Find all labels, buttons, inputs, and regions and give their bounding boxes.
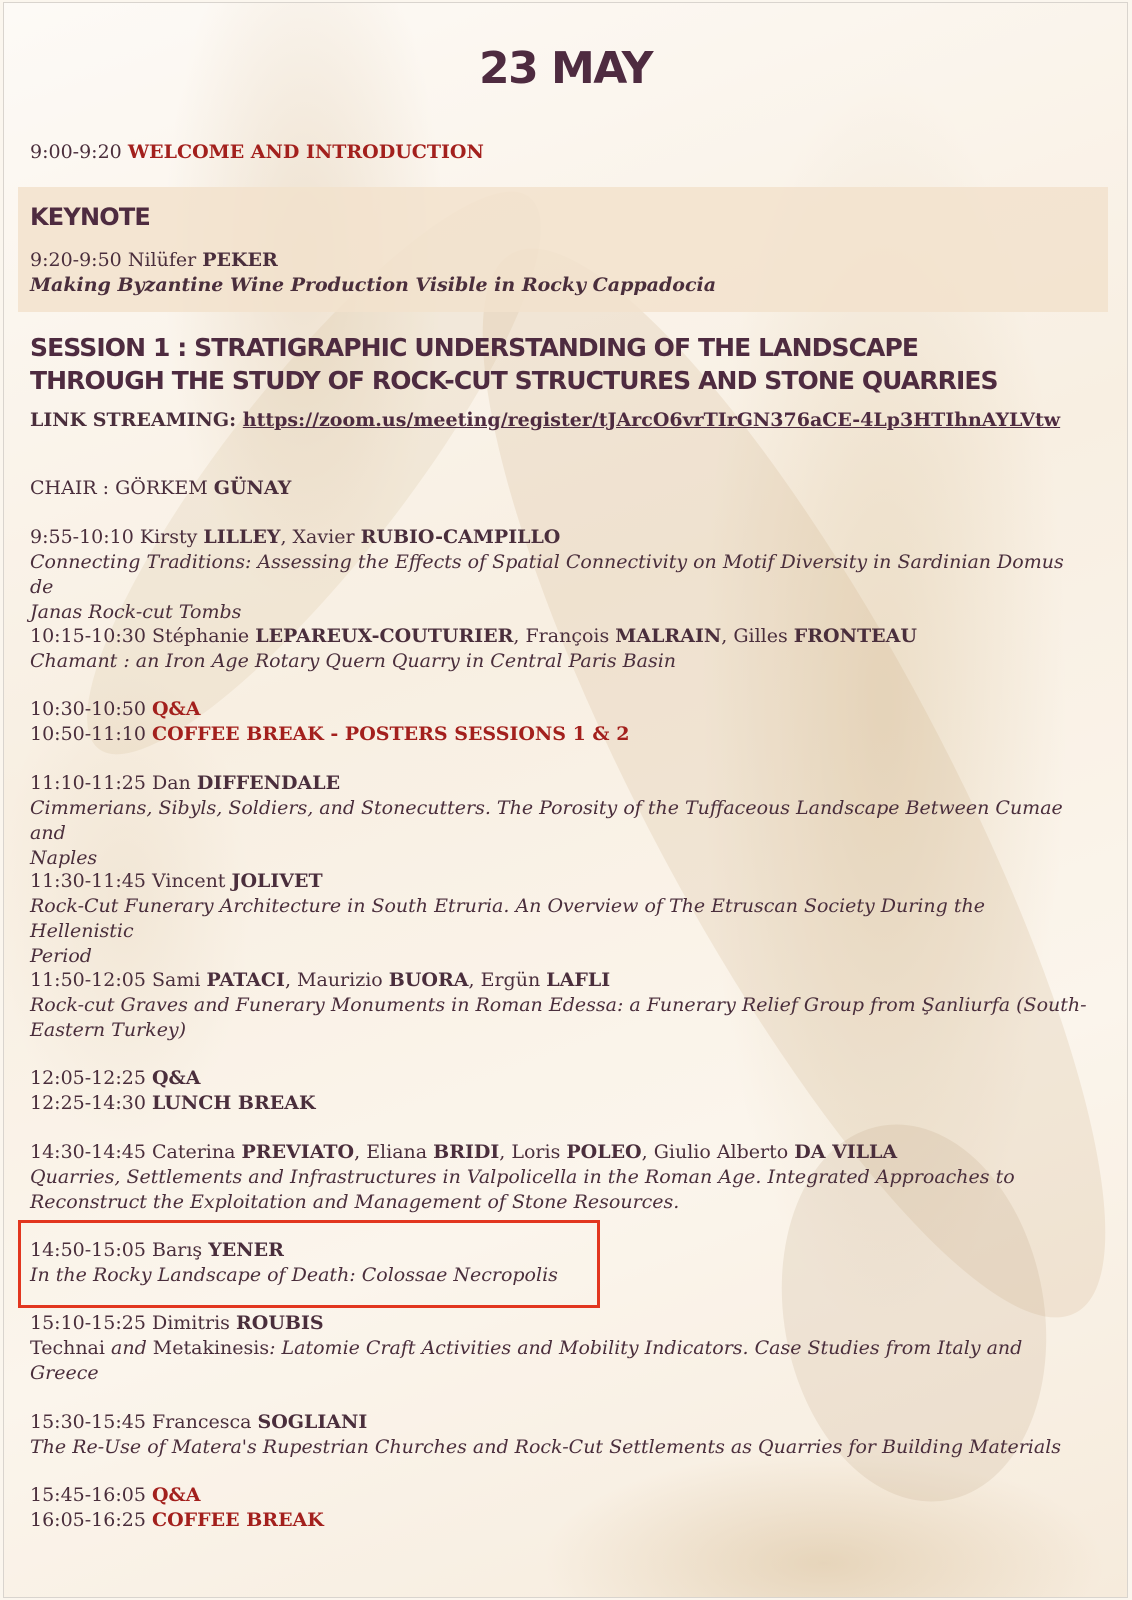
talk-title: Chamant : an Iron Age Rotary Quern Quarry in Central Paris Basin	[30, 650, 677, 672]
speaker-first: Dimitris	[151, 1312, 230, 1334]
time: 9:55-10:10	[30, 526, 134, 548]
talk-title: Connecting Traditions: Assessing the Effects of Spatial Connectivity on Motif Diversity in Sardinian Domus de	[30, 551, 1064, 598]
keynote-speaker-row	[30, 248, 278, 273]
chair-last: GÜNAY	[213, 477, 292, 499]
time: 15:10-15:25	[30, 1312, 146, 1334]
talk-entry	[30, 1311, 1090, 1386]
talk-entry	[30, 968, 1090, 1043]
speaker-first: Nilüfer	[127, 249, 197, 271]
time: 15:45-16:05	[30, 1484, 146, 1506]
streaming-link-row	[30, 408, 1060, 433]
qa-label: Q&A	[151, 1484, 201, 1506]
speaker-last: BUORA	[388, 969, 469, 991]
speaker-last: MALRAIN	[615, 625, 722, 647]
coffee-break-label: COFFEE BREAK	[151, 1509, 324, 1531]
qa-label: Q&A	[151, 698, 201, 720]
session-heading-line: SESSION 1 : STRATIGRAPHIC UNDERSTANDING OF THE LANDSCAPE	[30, 333, 919, 362]
qa-row	[30, 1066, 200, 1091]
session-heading-line: THROUGH THE STUDY OF ROCK-CUT STRUCTURES AND STONE QUARRIES	[30, 366, 998, 395]
keynote-heading: KEYNOTE	[30, 203, 151, 231]
talk-title: Quarries, Settlements and Infrastructures in Valpolicella in the Roman Age. Integrated Approaches to	[30, 1166, 1015, 1188]
lunch-break-row	[30, 1091, 316, 1116]
time: 14:50-15:05	[30, 1239, 146, 1261]
talk-title: Eastern Turkey)	[30, 1019, 187, 1041]
speaker-first: Ergün	[480, 969, 541, 991]
talk-entry-highlighted	[30, 1238, 1090, 1288]
speaker-first: Barış	[151, 1239, 203, 1261]
coffee-break-row	[30, 722, 629, 747]
qa-label: Q&A	[151, 1067, 201, 1089]
welcome-row	[30, 140, 484, 165]
speaker-last: PEKER	[202, 249, 278, 271]
speaker-last: LILLEY	[203, 526, 281, 548]
talk-entry	[30, 1410, 1090, 1460]
welcome-label: WELCOME AND INTRODUCTION	[127, 141, 484, 163]
talk-entry	[30, 771, 1090, 871]
speaker-first: Gilles	[733, 625, 788, 647]
talk-speakers	[30, 1410, 1090, 1435]
talk-speakers	[30, 1311, 1090, 1336]
speaker-last: POLEO	[566, 1141, 642, 1163]
time: 14:30-14:45	[30, 1141, 146, 1163]
talk-title: Naples	[30, 847, 98, 869]
time: 10:15-10:30	[30, 625, 146, 647]
qa-row	[30, 697, 200, 722]
speaker-first: Stéphanie	[151, 625, 250, 647]
time: 11:30-11:45	[30, 870, 146, 892]
speaker-last: JOLIVET	[231, 870, 323, 892]
session-heading	[30, 331, 1090, 397]
talk-title: Period	[30, 945, 92, 967]
talk-speakers	[30, 869, 1090, 894]
time: 12:25-14:30	[30, 1092, 146, 1114]
speaker-first: Francesca	[151, 1411, 252, 1433]
talk-speakers: 14:30-14:45 Caterina PREVIATO, Eliana BRIDI, Loris POLEO, Giulio Alberto DA VILLA	[30, 1141, 898, 1163]
chair-row	[30, 476, 291, 501]
speaker-last: LAFLI	[546, 969, 611, 991]
coffee-break-label: COFFEE BREAK - POSTERS SESSIONS 1 & 2	[151, 723, 630, 745]
speaker-first: Sami	[151, 969, 201, 991]
time: 12:05-12:25	[30, 1067, 146, 1089]
chair-label: CHAIR : GÖRKEM	[30, 477, 208, 499]
coffee-break-row	[30, 1508, 324, 1533]
keynote-talk-title: Making Byzantine Wine Production Visible in Rocky Cappadocia	[30, 274, 717, 296]
speaker-last: RUBIO-CAMPILLO	[360, 526, 561, 548]
speaker-last: FRONTEAU	[793, 625, 917, 647]
speaker-first: Giulio Alberto	[653, 1141, 789, 1163]
qa-row	[30, 1483, 200, 1508]
term: Metakinesis	[152, 1337, 270, 1359]
time: 11:10-11:25	[30, 772, 146, 794]
talk-speakers: 11:50-12:05 Sami PATACI, Maurizio BUORA, Ergün LAFLI	[30, 969, 611, 991]
speaker-last: BRIDI	[433, 1141, 500, 1163]
talk-entry	[30, 525, 1090, 625]
time: 9:00-9:20	[30, 141, 122, 163]
link-label: LINK STREAMING:	[30, 409, 237, 431]
program-page	[3, 2, 1128, 1598]
lunch-break-label: LUNCH BREAK	[151, 1092, 316, 1114]
streaming-link[interactable]: https://zoom.us/meeting/register/tJArcO6vrTIrGN376aCE-4Lp3HTIhnAYLVtw	[242, 409, 1061, 431]
time: 16:05-16:25	[30, 1509, 146, 1531]
talk-speakers	[30, 771, 1090, 796]
talk-entry	[30, 1140, 1090, 1215]
talk-speakers	[30, 525, 1090, 550]
speaker-last: DA VILLA	[794, 1141, 898, 1163]
speaker-first: Kirsty	[139, 526, 198, 548]
talk-title: The Re-Use of Matera's Rupestrian Churches and Rock-Cut Settlements as Quarries for Building Materials	[30, 1436, 1062, 1458]
speaker-first: Vincent	[151, 870, 226, 892]
time: 10:50-11:10	[30, 723, 146, 745]
separator: ,	[280, 526, 287, 548]
speaker-first: François	[525, 625, 610, 647]
speaker-first: Caterina	[151, 1141, 236, 1163]
talk-title-rest: : Latomie Craft Activities and Mobility Indicators. Case Studies from Italy and	[269, 1337, 1023, 1359]
speaker-last: LEPAREUX-COUTURIER	[255, 625, 514, 647]
speaker-last: DIFFENDALE	[196, 772, 341, 794]
speaker-first: Eliana	[366, 1141, 428, 1163]
speaker-last: PATACI	[206, 969, 285, 991]
speaker-last: PREVIATO	[241, 1141, 355, 1163]
talk-title: Reconstruct the Exploitation and Management of Stone Resources.	[30, 1191, 680, 1213]
speaker-last: YENER	[208, 1239, 284, 1261]
talk-title: Janas Rock-cut Tombs	[30, 601, 242, 623]
talk-title: Rock-Cut Funerary Architecture in South Etruria. An Overview of The Etruscan Society During the Hellenistic	[30, 895, 985, 942]
talk-title: In the Rocky Landscape of Death: Colossae Necropolis	[30, 1264, 558, 1286]
time: 11:50-12:05	[30, 969, 146, 991]
speaker-first: Maurizio	[297, 969, 383, 991]
term: Technai	[30, 1337, 105, 1359]
talk-title	[30, 1336, 1090, 1361]
page-title: 23 MAY	[478, 43, 653, 94]
talk-speakers: 10:15-10:30 Stéphanie LEPAREUX-COUTURIER, François MALRAIN, Gilles FRONTEAU	[30, 625, 917, 647]
talk-title: Cimmerians, Sibyls, Soldiers, and Stonecutters. The Porosity of the Tuffaceous Landscape Between Cumae and	[30, 797, 1063, 844]
speaker-first: Xavier	[292, 526, 355, 548]
time: 9:20-9:50	[30, 249, 122, 271]
speaker-last: ROUBIS	[235, 1312, 324, 1334]
time: 10:30-10:50	[30, 698, 146, 720]
speaker-first: Loris	[511, 1141, 561, 1163]
time: 15:30-15:45	[30, 1411, 146, 1433]
talk-entry	[30, 624, 1090, 674]
talk-title: Greece	[30, 1362, 99, 1384]
speaker-first: Dan	[151, 772, 191, 794]
talk-speakers	[30, 1238, 1090, 1263]
talk-title: Rock-cut Graves and Funerary Monuments in Roman Edessa: a Funerary Relief Group from Şanliurfa (South-	[30, 994, 1087, 1016]
speaker-last: SOGLIANI	[257, 1411, 368, 1433]
term-joiner: and	[104, 1337, 153, 1359]
talk-entry	[30, 869, 1090, 969]
